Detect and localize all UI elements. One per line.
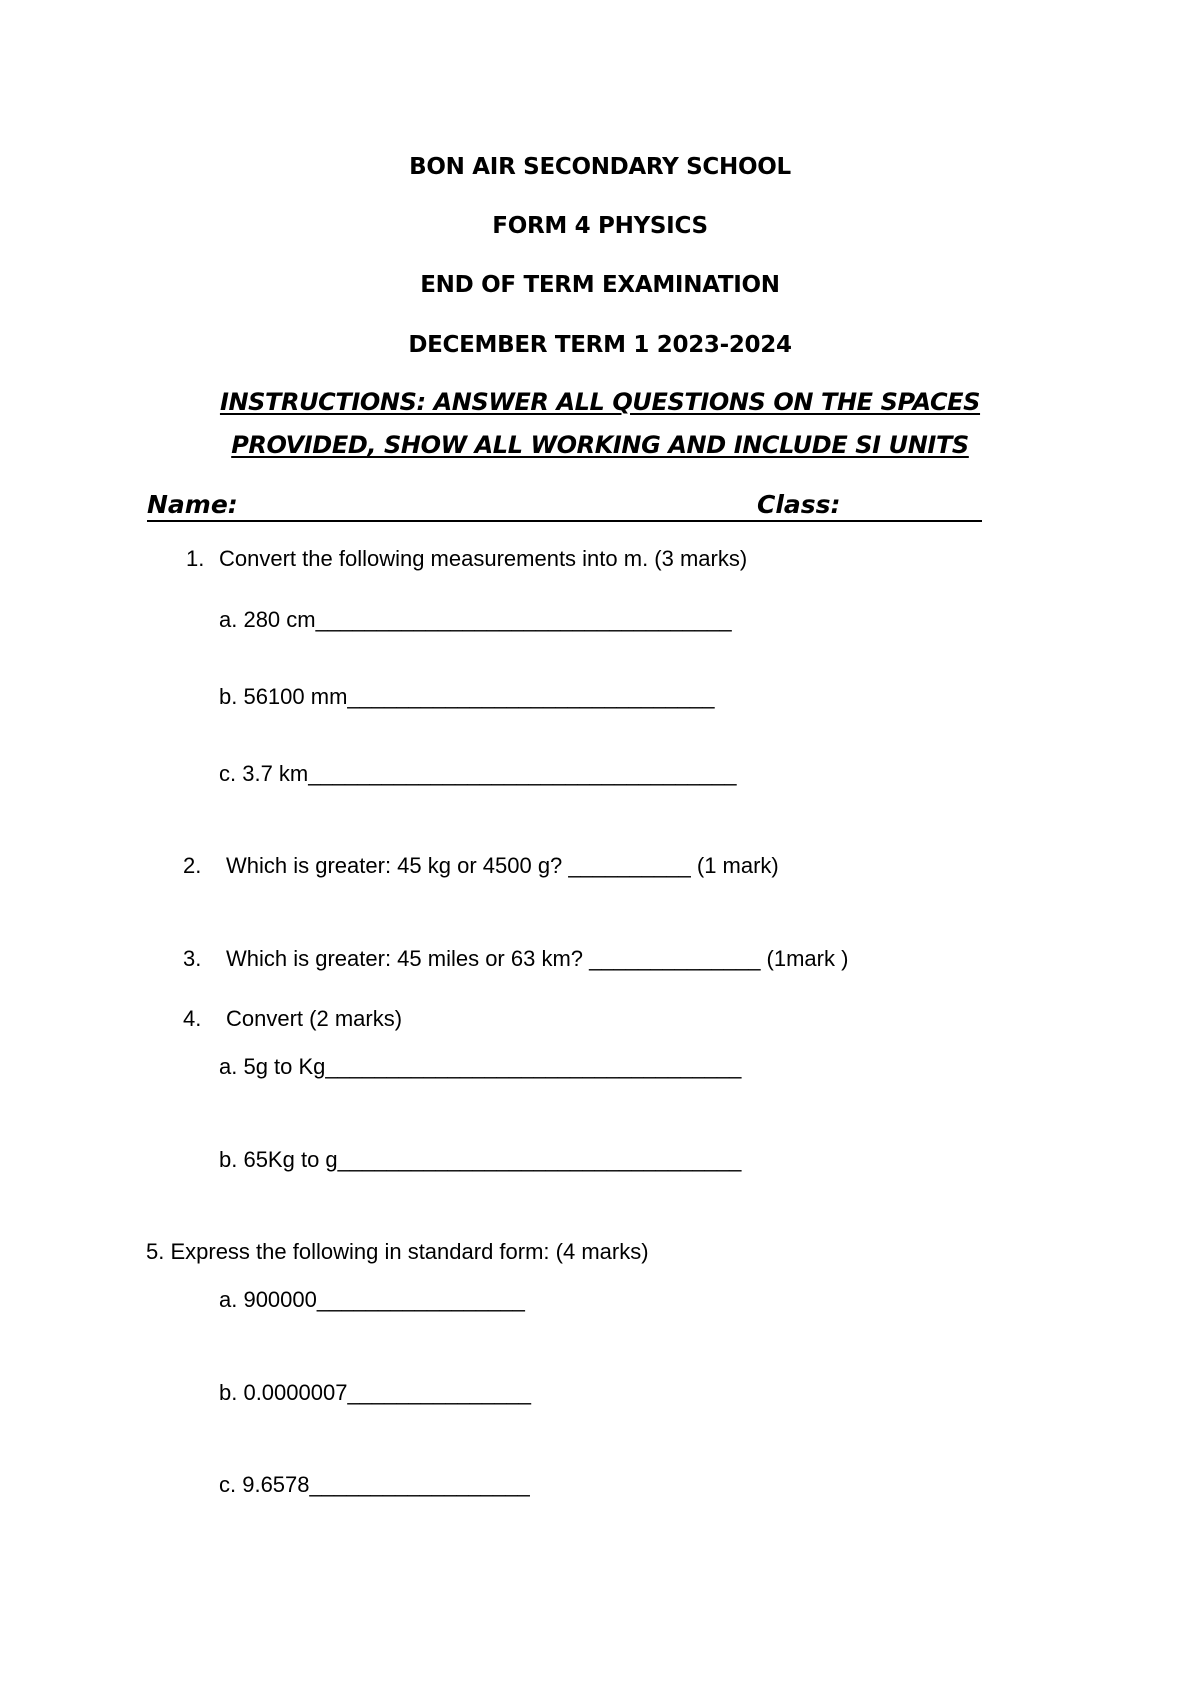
instructions-line-1: INSTRUCTIONS: ANSWER ALL QUESTIONS ON THE SPACES [219,388,981,416]
question-5-text: 5. Express the following in standard form: (4 marks) [146,1239,649,1264]
question-1b: b. 56100 mm______________________________ [219,684,715,709]
question-1-text: Convert the following measurements into m. (3 marks) [219,546,748,571]
question-4b: b. 65Kg to g_________________________________ [219,1147,742,1172]
question-4-text: Convert (2 marks) [226,1006,403,1031]
question-5a: a. 900000_________________ [219,1287,525,1312]
question-1c: c. 3.7 km___________________________________ [219,761,737,786]
question-4-number: 4. [183,1006,202,1031]
question-2-number: 2. [183,853,202,878]
instructions-line-2: PROVIDED, SHOW ALL WORKING AND INCLUDE SI UNITS [231,431,969,459]
question-1-number: 1. [186,546,205,571]
term-title: DECEMBER TERM 1 2023-2024 [408,332,792,358]
subject-title: FORM 4 PHYSICS [492,213,708,239]
question-5b: b. 0.0000007_______________ [219,1380,531,1405]
class-label: Class: [757,490,841,519]
question-1a: a. 280 cm__________________________________ [219,607,732,632]
name-label: Name: [147,490,238,519]
question-2-text: Which is greater: 45 kg or 4500 g? __________ (1 mark) [226,853,779,878]
question-3-number: 3. [183,946,202,971]
school-name: BON AIR SECONDARY SCHOOL [409,154,791,180]
question-3-text: Which is greater: 45 miles or 63 km? ______________ (1mark ) [226,946,849,971]
question-4a: a. 5g to Kg__________________________________ [219,1054,742,1079]
name-class-underline [147,520,982,522]
question-5c: c. 9.6578__________________ [219,1472,530,1497]
exam-title: END OF TERM EXAMINATION [420,272,780,298]
